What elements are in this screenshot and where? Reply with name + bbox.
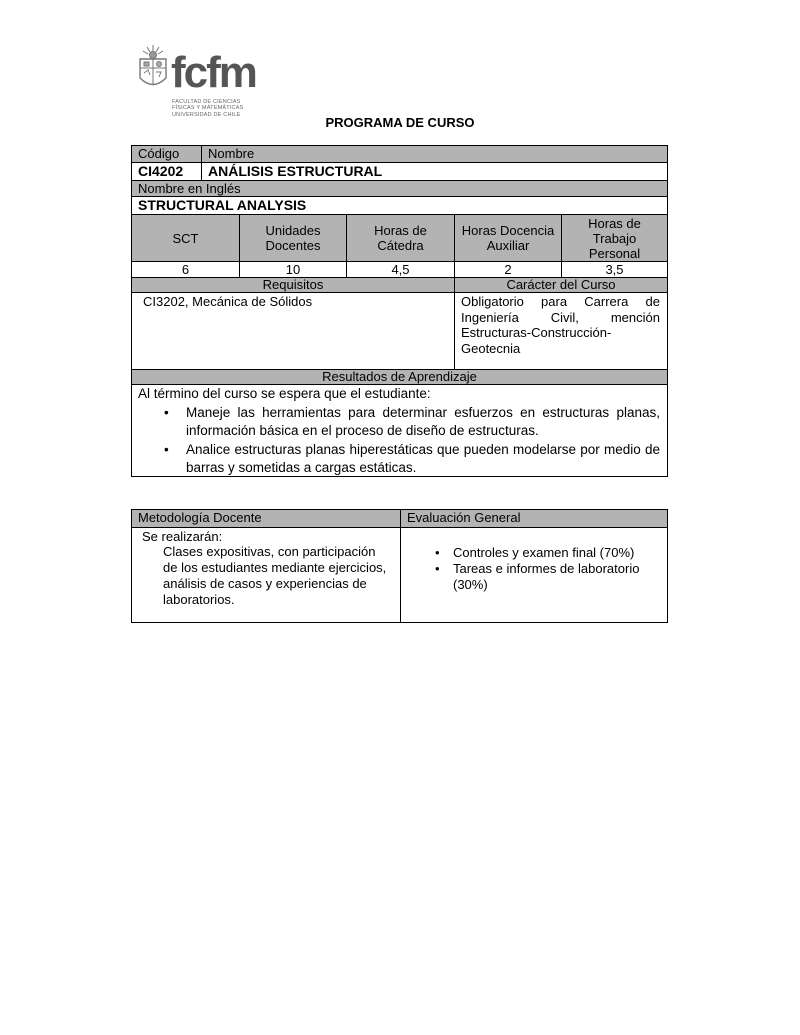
evaluation-label: Evaluación General	[400, 510, 667, 527]
methodology-evaluation-header-row	[132, 510, 667, 527]
hours-values-row	[132, 261, 667, 277]
requirements-value: CI3202, Mecánica de Sólidos	[143, 294, 313, 309]
evaluation-content	[400, 528, 667, 622]
hours-value-personal: 3,5	[561, 262, 667, 277]
evaluation-list	[407, 545, 661, 593]
learning-intro: Al término del curso se espera que el estudiante:	[138, 386, 431, 401]
hours-header-units: Unidades Docentes	[239, 215, 346, 261]
character-label: Carácter del Curso	[454, 278, 667, 292]
fcfm-logo	[136, 44, 256, 120]
learning-content	[132, 385, 667, 476]
learning-label: Resultados de Aprendizaje	[322, 370, 477, 384]
course-code: CI4202	[138, 163, 184, 179]
logo-wordmark: fcfm	[171, 48, 256, 97]
english-name-header-row	[132, 180, 667, 196]
document-title: PROGRAMA DE CURSO	[325, 115, 475, 130]
list-item: • Maneje las herramientas para determinar esfuerzos en estructuras planas, información básica en el proceso de diseño de estructuras.	[138, 404, 660, 441]
hours-value-auxiliary: 2	[454, 262, 561, 277]
logo-subtitle-line: FÍSICAS Y MATEMÁTICAS	[172, 105, 244, 112]
methodology-evaluation-table	[131, 509, 668, 623]
methodology-evaluation-row	[132, 527, 667, 622]
code-name-row	[132, 162, 667, 180]
name-label: Nombre	[201, 146, 667, 162]
learning-content-row	[132, 384, 667, 476]
methodology-content	[132, 528, 400, 622]
methodology-label: Metodología Docente	[138, 510, 262, 525]
hours-header-personal: Horas de Trabajo Personal	[561, 215, 667, 261]
requirements-label: Requisitos	[262, 278, 324, 292]
hours-header-lecture: Horas de Cátedra	[346, 215, 454, 261]
methodology-text: Clases expositivas, con participación de los estudiantes mediante ejercicios, análisis de casos y experiencias de laboratorios.	[163, 544, 387, 607]
requirements-character-header-row	[132, 277, 667, 292]
code-label: Código	[138, 146, 180, 161]
learning-header-row	[132, 369, 667, 384]
hours-value-units: 10	[239, 262, 346, 277]
course-name: ANÁLISIS ESTRUCTURAL	[201, 163, 667, 180]
character-value: Obligatorio para Carrera de Ingeniería Civil, mención Estructuras-Construcción-Geotecnia	[454, 293, 667, 369]
code-name-header-row	[132, 146, 667, 162]
english-name: STRUCTURAL ANALYSIS	[138, 197, 307, 213]
hours-header-sct: SCT	[172, 230, 199, 246]
course-table	[131, 145, 668, 477]
hours-header-auxiliary: Horas Docencia Auxiliar	[454, 215, 561, 261]
logo-subtitle-line: FACULTAD DE CIENCIAS	[172, 99, 241, 105]
english-name-row	[132, 196, 667, 214]
hours-value-sct: 6	[181, 262, 190, 277]
english-name-label: Nombre en Inglés	[138, 181, 241, 196]
list-item: • Controles y examen final (70%)	[407, 545, 661, 561]
learning-list	[138, 404, 660, 477]
requirements-character-row	[132, 292, 667, 369]
hours-value-lecture: 4,5	[346, 262, 454, 277]
logo-subtitle-line: UNIVERSIDAD DE CHILE	[172, 111, 241, 118]
list-item: • Analice estructuras planas hiperestáticas que pueden modelarse por medio de barras y sometidas a cargas estáticas.	[138, 441, 660, 477]
hours-header-row	[132, 214, 667, 261]
list-item: • Tareas e informes de laboratorio (30%)	[407, 561, 661, 593]
university-seal-icon	[136, 44, 170, 92]
methodology-intro: Se realizarán:	[142, 529, 223, 544]
